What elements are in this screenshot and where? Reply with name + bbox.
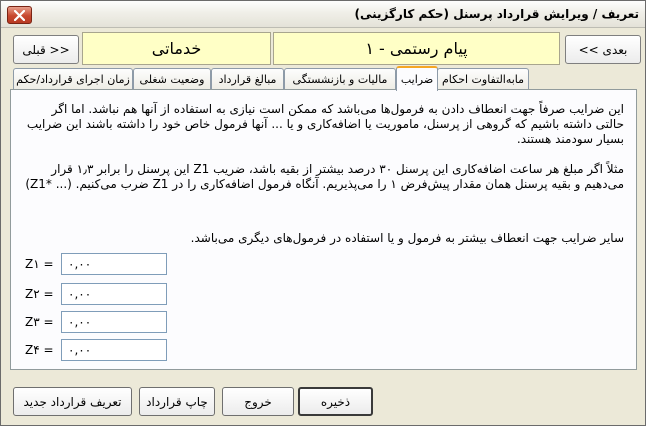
print-contract-button[interactable]: چاپ قرارداد [139,387,215,416]
description-paragraph-3: سایر ضرایب جهت انعطاف بیشتر به فرمول و یا استفاده در فرمول‌های دیگری می‌باشد. [190,231,624,245]
description-paragraph-2: مثلاً اگر مبلغ هر ساعت اضافه‌کاری این پرسنل ۳۰ درصد بیشتر از بقیه باشد، ضریب Z1 این پرسنل را برابر ۱٫۳ قرار می‌دهیم و بقیه پرسنل همان مقدار پیش‌فرض ۱ را می‌پذیریم. آنگاه فرمول اضافه‌کاری را در Z1 ضرب می‌کنیم. (... *Z1) [25,162,624,191]
tab-contract-amounts[interactable]: مبالغ قرارداد [211,68,284,89]
close-icon [14,10,25,21]
z1-input[interactable] [61,253,167,275]
close-button[interactable] [7,6,32,24]
z3-input[interactable] [61,311,167,333]
new-contract-button[interactable]: تعریف قرارداد جدید [13,387,132,416]
z2-label: Z۲ = [25,287,54,301]
employee-name-field: پیام رستمی - ۱ [273,32,560,65]
contract-type-field: خدماتی [82,32,271,65]
coefficients-panel [10,89,637,370]
z4-label: Z۴ = [25,343,54,357]
exit-button[interactable]: خروج [222,387,294,416]
tab-job-status[interactable]: وضعیت شغلی [133,68,211,89]
tab-coefficients[interactable]: ضرایب [396,66,438,91]
save-button[interactable]: ذخیره [298,387,373,416]
next-button[interactable]: << بعدی [565,35,641,64]
z1-label: Z۱ = [25,257,54,271]
tab-differences[interactable]: مابه‌التفاوت احکام [437,68,529,89]
description-paragraph-1: این ضرایب صرفاً جهت انعطاف دادن به فرمول‌ها می‌باشد که ممکن است نیازی به استفاده از آنها هم نباشد. اما اگر حالتی داشته باشیم که گروهی از پرسنل، ماموریت یا اضافه‌کاری و یا ... آنها فرمول خاص خود را داشته باشند این ضرایب بسیار سودمند هستند. [26,102,624,146]
z2-input[interactable] [61,283,167,305]
z3-label: Z۳ = [25,315,54,329]
tab-execution-time[interactable]: زمان اجرای قرارداد/حکم [13,68,133,89]
previous-button[interactable]: قبلی >> [13,35,79,64]
title-bar [1,1,645,28]
window-title: تعریف / ویرایش قرارداد پرسنل (حکم کارگزینی) [354,7,639,21]
z4-input[interactable] [61,339,167,361]
tab-tax-retirement[interactable]: مالیات و بازنشستگی [284,68,396,89]
